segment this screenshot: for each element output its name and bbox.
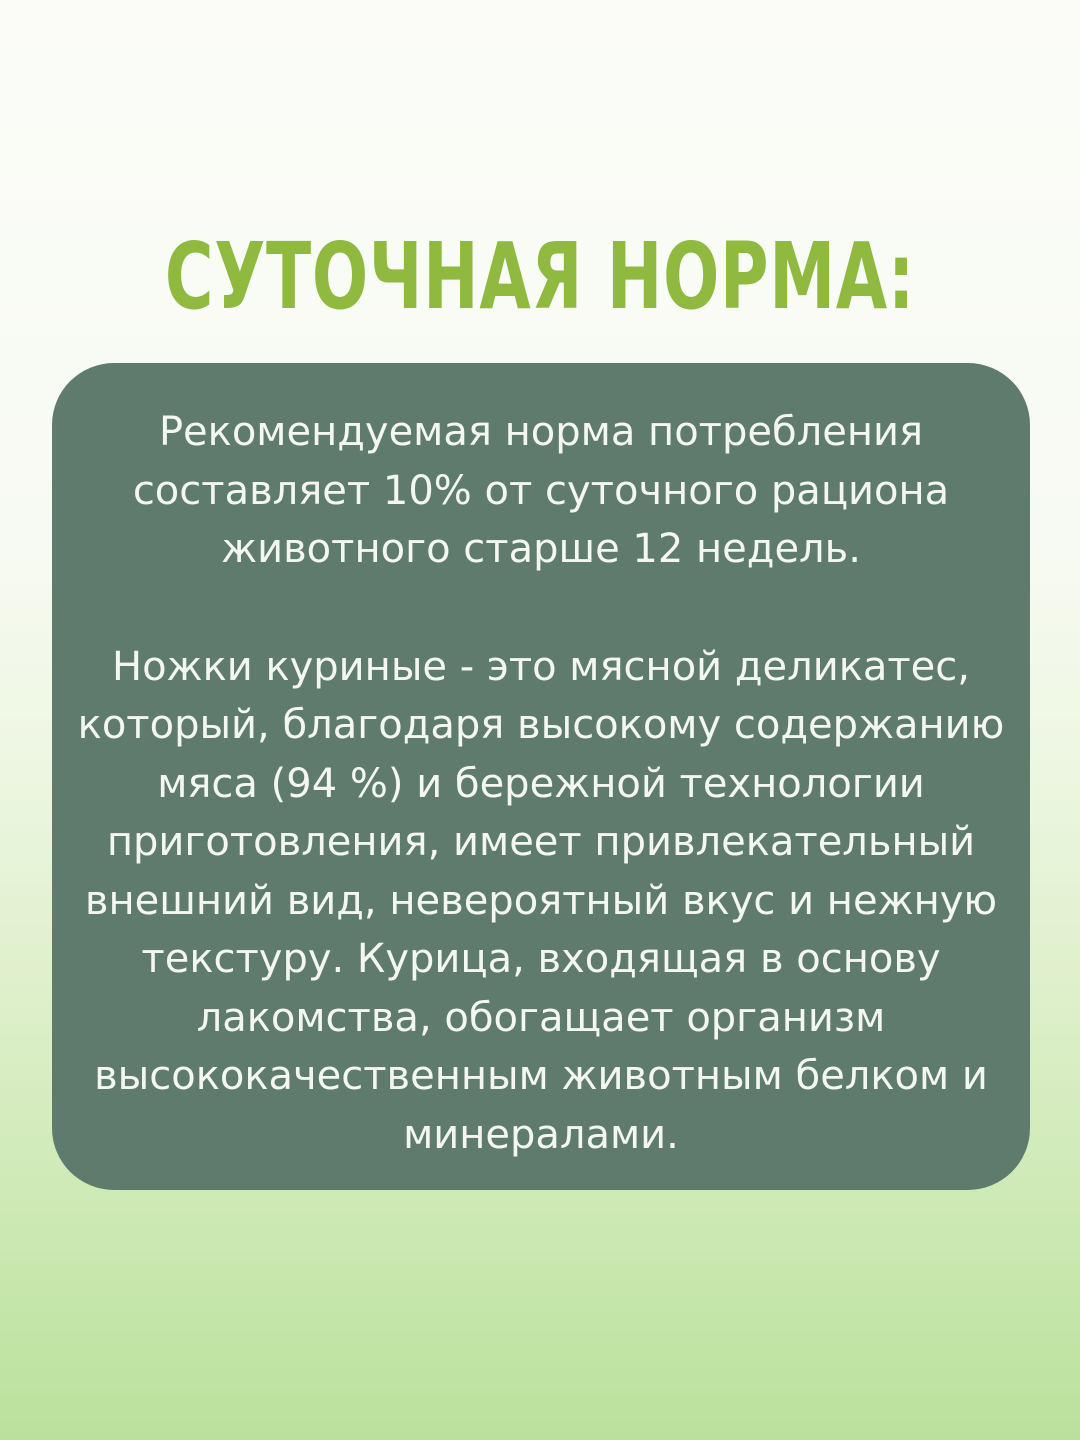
- paragraph-line: высококачественным животным белком и: [94, 1053, 988, 1099]
- recommendation-paragraph: [52, 403, 1030, 579]
- paragraph-gap: [52, 579, 1030, 638]
- paragraph-line: мяса (94 %) и бережной технологии: [157, 760, 925, 807]
- paragraph-line: внешний вид, невероятный вкус и нежную: [84, 877, 998, 924]
- paragraph-line: Рекомендуемая норма потребления: [158, 409, 924, 455]
- info-card: [52, 363, 1030, 1190]
- page-title: СУТОЧНАЯ НОРМА:: [164, 223, 916, 330]
- paragraph-line: Ножки куриные - это мясной деликатес,: [111, 643, 970, 690]
- paragraph-line: минералами.: [403, 1111, 679, 1158]
- paragraph-line: лакомства, обогащает организм: [196, 994, 886, 1041]
- paragraph-line: составляет 10% от суточного рациона: [132, 467, 950, 514]
- paragraph-line: текстуру. Курица, входящая в основу: [141, 936, 941, 982]
- description-paragraph: [52, 638, 1030, 1165]
- paragraph-line: животного старше 12 недель.: [221, 526, 861, 572]
- paragraph-line: который, благодаря высокому содержанию: [77, 702, 1005, 748]
- paragraph-line: приготовления, имеет привлекательный: [106, 819, 976, 865]
